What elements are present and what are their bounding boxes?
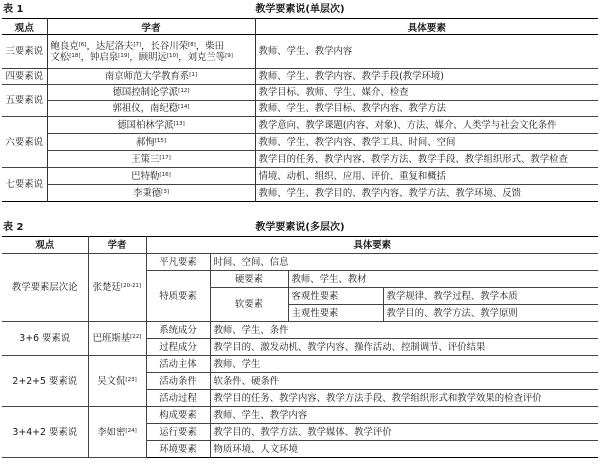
element-label-cell: 客观性要素 (288, 288, 383, 305)
elements-cell: 教学目标、教师、学生、媒介、检查 (258, 87, 409, 98)
elements-cell: 教学目的、激发动机、教学内容、操作活动、控制调节、评价结果 (210, 339, 598, 356)
table-row (2, 254, 598, 271)
scholar-cell: 巴特勒[16] (47, 168, 255, 185)
table-row (2, 322, 598, 339)
elements-cell: 教师、学生、条件 (210, 322, 598, 339)
elements-cell: 教师、学生 (210, 356, 598, 373)
scholar-line: 文松[18]，钟启泉[19]，顾明远[10]，刘克兰等[9] (50, 51, 233, 63)
element-label-cell: 系统成分 (146, 322, 210, 339)
element-label-cell: 活动条件 (146, 373, 210, 390)
scholar-cell: 郭祖仪，南纪稳[14] (47, 101, 255, 117)
scholar-cell: 巴班斯基[22] (88, 322, 146, 356)
viewpoint-cell: 四要素说 (2, 69, 47, 85)
table2-header-row (2, 237, 598, 254)
table2-header-elements: 具体要素 (146, 237, 598, 254)
table-row (2, 356, 598, 373)
scholar-cell: 张楚廷[20-21] (88, 254, 146, 322)
table2 (2, 236, 598, 458)
elements-cell: 教学目的、教学方法、教学媒体、教学评价 (210, 424, 598, 441)
viewpoint-cell: 五要素说 (2, 85, 47, 117)
elements-cell: 教师、学生、教学内容、教学手段(教学环境) (258, 71, 444, 82)
table-row (2, 151, 598, 168)
element-label-cell: 特质要素 (146, 271, 210, 322)
elements-cell: 教师、学生、教学内容 (210, 407, 598, 424)
table-row (2, 35, 598, 69)
viewpoint-cell: 教学要素层次论 (2, 254, 88, 322)
elements-cell: 教学规律、教学过程、教学本质 (383, 288, 598, 305)
element-label-cell: 硬要素 (210, 271, 288, 288)
table2-title: 教学要素说(多层次) (255, 222, 345, 233)
element-label-cell: 运行要素 (146, 424, 210, 441)
table-row (2, 407, 598, 424)
elements-cell: 教师、学生、教学内容 (258, 46, 353, 57)
element-label-cell: 主观性要素 (288, 305, 383, 322)
table-row (2, 134, 598, 151)
table2-label: 表 2 (3, 222, 24, 233)
elements-cell: 教师、学生、教学目标、教学内容、教学方法 (258, 103, 447, 114)
scholar-cell: 德国控制论学派[12] (47, 85, 255, 101)
elements-cell: 教师、学生、教学内容、教学工具、时间、空间 (258, 136, 456, 148)
elements-cell: 时间、空间、信息 (210, 254, 598, 271)
element-label-cell: 环境要素 (146, 441, 210, 458)
table1 (2, 18, 598, 202)
element-label-cell: 活动过程 (146, 390, 210, 407)
table2-header-scholar: 学者 (88, 237, 146, 254)
viewpoint-cell: 2+2+5 要素说 (2, 356, 88, 407)
scholar-cell: 李如密[24] (88, 407, 146, 458)
element-label-cell: 构成要素 (146, 407, 210, 424)
table-row (2, 117, 598, 134)
elements-cell: 教学意向、教学课题(内容、对象)、方法、媒介、人类学与社会文化条件 (258, 119, 557, 131)
table1-header-viewpoint: 观点 (2, 19, 47, 35)
scholar-cell: 王策三[17] (47, 151, 255, 168)
table-row (2, 101, 598, 117)
table2-caption (0, 221, 600, 235)
elements-cell: 软条件、硬条件 (210, 373, 598, 390)
scholar-cell: 吴文侃[23] (88, 356, 146, 407)
elements-cell: 教师、学生、教学目的、教学内容、教学方法、教学环境、反馈 (258, 187, 522, 199)
scholar-cell: 德国柏林学派[13] (47, 117, 255, 134)
elements-cell: 情境、动机、组织、应用、评价、重复和概括 (258, 170, 447, 182)
elements-cell: 教学目的任务、教学内容、教学方法、教学手段、教学组织形式、教学检查 (258, 153, 568, 165)
table1-title: 教学要素说(单层次) (255, 4, 345, 15)
viewpoint-cell: 3+6 要素说 (2, 322, 88, 356)
table-row (2, 185, 598, 202)
scholar-cell (47, 35, 255, 69)
elements-cell: 教学目的任务、教学内容、教学方法手段、教学组织形式和教学效果的检查评价 (210, 390, 598, 407)
scholar-cell: 郝恂[15] (47, 134, 255, 151)
viewpoint-cell: 六要素说 (2, 117, 47, 168)
viewpoint-cell: 三要素说 (2, 35, 47, 69)
table-row (2, 69, 598, 85)
table1-caption (0, 3, 600, 17)
table-row (2, 168, 598, 185)
element-label-cell: 过程成分 (146, 339, 210, 356)
scholar-line: 鲍良克[6]，达尼洛夫[7]，长谷川荣[8]，柴田 (50, 40, 224, 52)
viewpoint-cell: 七要素说 (2, 168, 47, 202)
table1-header-elements: 具体要素 (407, 22, 446, 34)
table1-label: 表 1 (3, 4, 24, 15)
element-label-cell: 软要素 (210, 288, 288, 322)
table1-header-row (2, 19, 598, 35)
scholar-cell: 李秉德[3] (47, 185, 255, 202)
elements-cell: 物质环境、人文环境 (210, 441, 598, 458)
element-label-cell: 活动主体 (146, 356, 210, 373)
table1-header-scholar: 学者 (47, 19, 255, 35)
viewpoint-cell: 3+4+2 要素说 (2, 407, 88, 458)
element-label-cell: 平凡要素 (146, 254, 210, 271)
table-row (2, 85, 598, 101)
scholar-cell: 南京师范大学教育系[1] (47, 69, 255, 85)
elements-cell: 教师、学生、教材 (288, 271, 598, 288)
table2-header-viewpoint: 观点 (2, 237, 88, 254)
elements-cell: 教学目的、教学方法、教学原则 (383, 305, 598, 322)
